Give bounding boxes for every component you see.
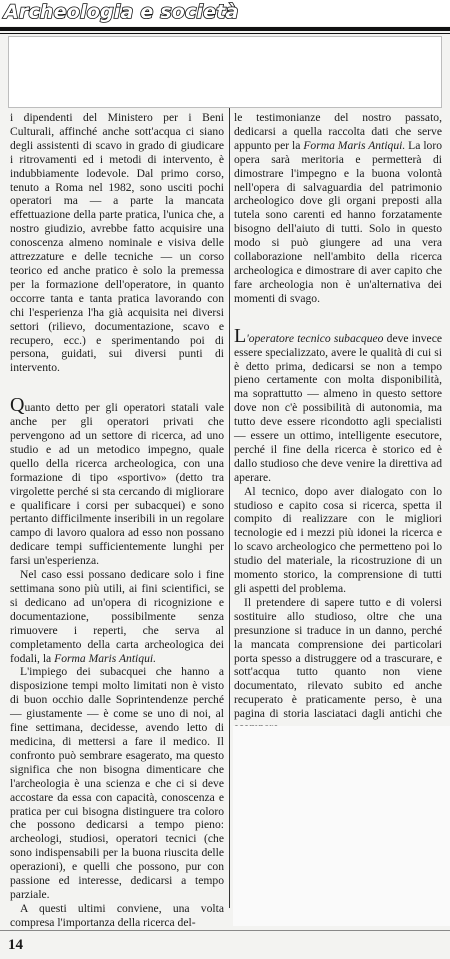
page-number: 14	[8, 937, 23, 953]
dropcap-l: L	[234, 324, 247, 347]
header-rule	[0, 27, 450, 31]
dropcap-q: Q	[10, 394, 25, 417]
section-title: Archeologia e società	[4, 1, 239, 23]
column-divider	[229, 108, 230, 908]
right-paragraph-4: Il pretendere di sapere tutto e di volersi sostituire allo studioso, oltre che una presunzione si traduce in un danno, perché la mancata comprensione dei particolari porta spesso a distruggere od a trascurare, e sott'acqua tutto quanto non viene documentato, rilevato subito ed anche recuperato è praticamente perso, è una pagina di storia lasciataci dagli antichi che	[234, 595, 442, 721]
left-paragraph-3: Nel caso essi possano dedicare solo i fine settimana sono più utili, ai fini scientifici, se si dedicano ad un'opera di ricognizione e documentazione, possibilmente senza rimuovere i reperti, che serva al completamento della carta archeologica dei fodali, la Forma Maris Antiqui.	[10, 568, 224, 665]
right-paragraph-1: le testimonianze del nostro passato, dedicarsi a quella raccolta dati che serve appunto per la Forma Maris Antiqui. La loro opera sarà meritoria e permetterà di dimostrare l'impegno e la buona volontà nell'opera di salvaguardia del patrimonio archeologico dove gli organi preposti alla tutela sono carenti ed hanno forzatamente bisogno dell'aiuto di tutti. Solo in questo modo si può giungere ad una vera collaborazione nell'ambito della ricerca archeologica e dimostrare di aver capito che fare archeologia non è un'alternativa dei momenti di svago.	[234, 111, 443, 305]
section-header	[0, 0, 450, 26]
bottom-rule	[0, 930, 450, 931]
left-paragraph-4: L'impiego dei subacquei che hanno a disposizione tempi molto limitati non è visto di buon occhio dalle Soprintendenze perché — giustamente — è come se uno di noi, al fine settimana, decidesse, avendo letto di medicina, di mettersi a fare il medico. Il confronto può sembrare esagerato, ma questo significa che non bisogna dimenticare che l'archeologia è una scienza e che ci si deve accostare da essa con capacità, conoscenza e pratica per cui bisogna distinguere tra coloro che possono dedicarsi a tempo pieno: archeologi, studiosi, operatori tecnici (che sono indispensabili per la buona riuscita delle operazioni), e quelli che possono, pur con passione ed interesse, dedicarsi a tempo parziale.	[10, 665, 224, 901]
left-paragraph-1: i dipendenti del Ministero per i Beni Culturali, affinché anche sott'acqua ci siano degli assistenti di scavo in grado di giudicare i ritrovamenti ed i metodi di intervento, è indubbiamente lodevole. Dal primo corso, tenuto a Roma nel 1982, sono usciti pochi operatori ma — a parte la mancata effettuazione della parte pratica, l'unica che, a nostro giudizio, avrebbe fatto acquisire una conoscenza almeno nominale e visiva delle attrezzature e delle tecniche — un corso teorico ed anche pratico è solo la premessa per la formazione dell'operatore, in quanto occorre tanta e tanta pratica lavorando con chi l'esperienza l'ha già acquisita nei diversi settori (rilievo, documentazione, scavo e recupero, ecc.) e sperimentando poi di persona, guidati, sui diversi punti di intervento.	[10, 111, 224, 375]
left-column	[10, 111, 224, 930]
right-paragraph-3: Al tecnico, dopo aver dialogato con lo studioso e capito cosa si ricerca, spetta il compito di realizzare con le migliori tecnologie ed i mezzi più idonei la ricerca e lo scavo archeologico che permetteno poi lo studio del materiale, la ricostruzione di un momento storico, la comprensione di tutti gli aspetti del problema.	[234, 484, 442, 595]
left-paragraph-2: Quanto detto per gli operatori statali vale anche per gli operatori privati che pervengono ad un settore di ricerca, ad uno studio e ad un metodico impegno, quale quello della ricerca archeologica, con una formazione di tipo «sportivo» (detto tra virgolette perché si sta cercando di migliorare e qualificare i corsi per subacquei) e sono pertanto difficilmente inseribili in un regolare campo di lavoro qualora ad esso non possano dedicare tempi sufficientemente lunghi per farsi un'esperienza.	[10, 394, 224, 568]
photo-placeholder	[233, 726, 450, 926]
right-paragraph-2: L'operatore tecnico subacqueo deve invece essere specializzato, avere le qualità di cui si è detto prima, dedicarsi se non a tempo pieno certamente con molta disponibilità, ma soprattutto — almeno in questo settore dove non c'è possibilità di autonomia, ma tutto deve essere ricondotto agli specialisti — essere un ottimo, intelligente esecutore, perché il fine della ricerca è storico ed è dallo studioso che deve venire la direttiva ad aperare.	[234, 324, 442, 484]
header-rule-thin	[0, 33, 450, 34]
top-image-box	[8, 36, 442, 108]
italic-term: Forma Maris Antiqui.	[54, 651, 156, 665]
right-column	[234, 111, 442, 763]
left-paragraph-5: A questi ultimi conviene, una volta compresa l'importanza della ricerca del-	[10, 901, 224, 929]
